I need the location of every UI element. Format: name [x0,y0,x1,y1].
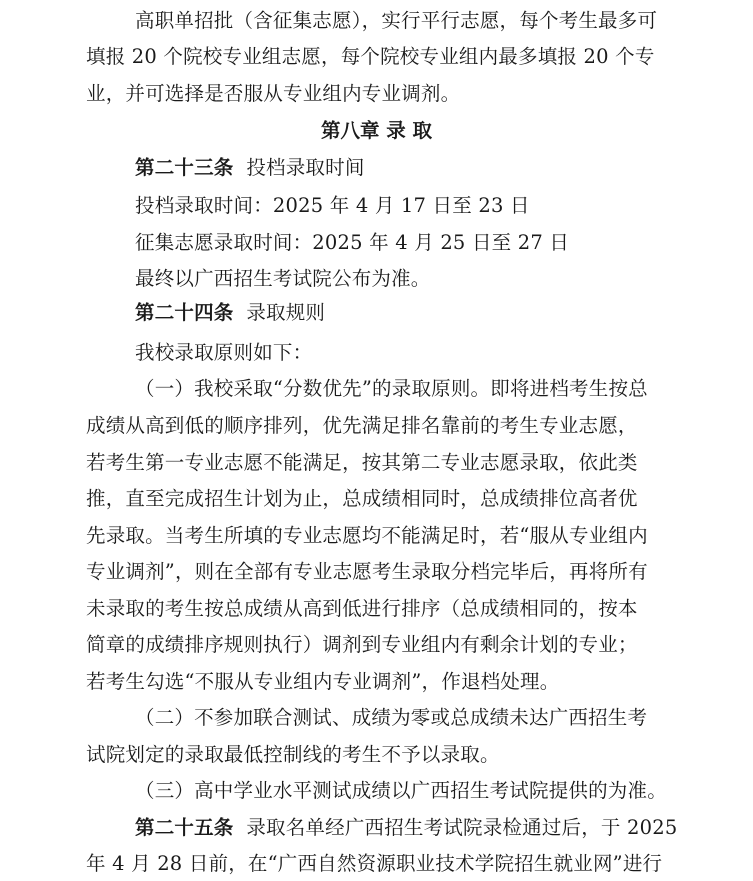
admission-time: 投档录取时间：2025 年 4 月 17 日至 23 日 [135,194,530,217]
supplementary-admission-time: 征集志愿录取时间：2025 年 4 月 25 日至 27 日 [135,231,570,254]
paragraph-line: 填报 20 个院校专业组志愿，每个院校专业组内最多填报 20 个专 [86,45,655,68]
article-25-line [135,811,753,845]
paragraph-line: （二）不参加联合测试、成绩为零或总成绩未达广西招生考 [135,706,648,729]
paragraph-line: （一）我校采取“分数优先”的录取原则。即将进档考生按总 [135,377,648,400]
article-23-line [135,151,753,185]
article-25-text: 录取名单经广西招生考试院录检通过后，于 2025 [246,816,678,839]
paragraph-line: 推，直至完成招生计划为止，总成绩相同时，总成绩排位高者优 [86,487,638,510]
paragraph-line: 简章的成绩排序规则执行）调剂到专业组内有剩余计划的专业； [86,633,638,656]
paragraph-line: 专业调剂”，则在全部有专业志愿考生录取分档完毕后，再将所有 [86,560,648,583]
article-23-title: 投档录取时间 [246,156,365,179]
paragraph-line: 我校录取原则如下： [135,341,313,364]
article-25-heading: 第二十五条 [135,816,234,839]
paragraph-line: 若考生第一专业志愿不能满足，按其第二专业志愿录取，依此类 [86,451,638,474]
paragraph-line: （三）高中学业水平测试成绩以广西招生考试院提供的为准。 [135,779,667,802]
paragraph-line: 先录取。当考生所填的专业志愿均不能满足时，若“服从专业组内 [86,524,648,547]
article-24-heading: 第二十四条 [135,301,234,324]
chapter-heading: 第八章 录 取 [320,119,433,142]
paragraph-line: 成绩从高到低的顺序排列，优先满足排名靠前的考生专业志愿， [86,414,638,437]
paragraph-line: 最终以广西招生考试院公布为准。 [135,267,431,290]
paragraph-line: 业，并可选择是否服从专业组内专业调剂。 [86,82,461,105]
paragraph-line: 试院划定的录取最低控制线的考生不予以录取。 [86,743,500,766]
article-23-heading: 第二十三条 [135,156,234,179]
paragraph-line: 若考生勾选“不服从专业组内专业调剂”，作退档处理。 [86,670,560,693]
paragraph-line: 年 4 月 28 日前，在“广西自然资源职业技术学院招生就业网”进行 [86,852,663,875]
paragraph-line: 高职单招批（含征集志愿），实行平行志愿，每个考生最多可 [135,9,658,32]
article-24-title: 录取规则 [246,301,326,324]
paragraph-line: 未录取的考生按总成绩从高到低进行排序（总成绩相同的，按本 [86,597,638,620]
article-24-line [135,296,753,330]
